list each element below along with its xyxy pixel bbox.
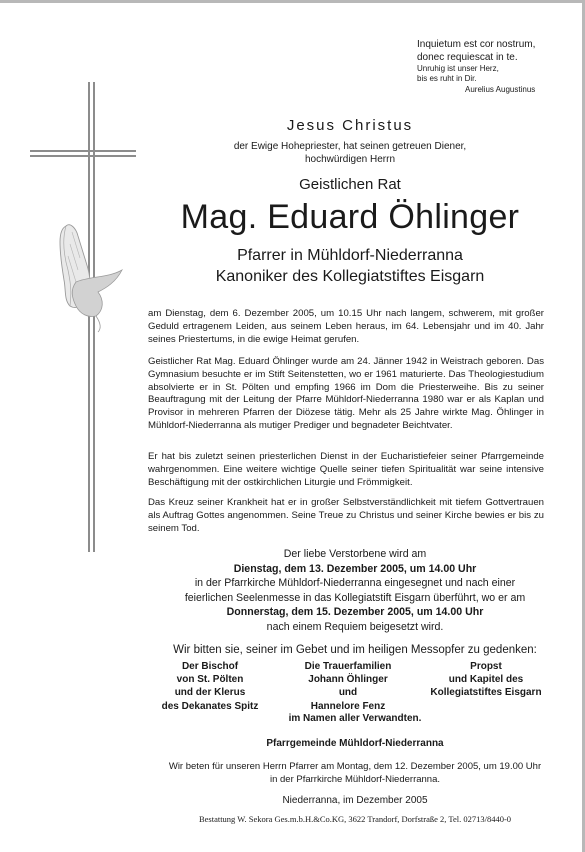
mourner-line: Der Bischof	[181, 661, 239, 672]
deceased-name: Mag. Eduard Öhlinger	[180, 198, 520, 236]
parish-name: Pfarrgemeinde Mühldorf-Niederranna	[266, 738, 444, 749]
funeral-line-3: in der Pfarrkirche Mühldorf-Niederranna eingesegnet und nach einer	[194, 577, 516, 590]
mourner-line: und Kapitel des	[448, 674, 524, 686]
funeral-intro: Der liebe Verstorbene wird am	[283, 548, 427, 560]
funeral-line-6: nach einem Requiem beigesetzt wird.	[266, 621, 444, 634]
mourner-line: Kollegiatstiftes Eisgarn	[430, 687, 542, 699]
mourner-line: Johann Öhlinger	[308, 674, 388, 686]
mourner-line: und der Klerus	[174, 687, 246, 699]
death-paragraph: am Dienstag, dem 6. Dezember 2005, um 10.15 Uhr nach langem, schwerem, mit großer Geduld ertragenem Leiden, aus seinem Leben heraus, im 64. Lebensjahr und im 40. Jahr seines Priestertums, in die ewige Heimat gerufen.	[148, 308, 544, 345]
deceased-roles	[130, 246, 570, 288]
cross-with-hands-illustration	[0, 0, 140, 560]
epigraph-latin-line-1: Inquietum est cor nostrum,	[417, 39, 536, 50]
clerical-rank: Geistlichen Rat	[299, 176, 401, 193]
funeral-line-4: feierlichen Seelenmesse in das Kollegiatstift Eisgarn überführt, wo er am	[184, 591, 526, 604]
epigraph	[417, 38, 579, 95]
mourners-chapter	[411, 660, 561, 700]
prayer-request: Wir bitten sie, seiner im Gebet und im heiligen Messopfer zu gedenken:	[173, 644, 537, 656]
epigraph-german-line-2: bis es ruht in Dir.	[417, 74, 477, 84]
mourner-line: von St. Pölten	[176, 674, 244, 686]
epigraph-author: Aurelius Augustinus	[465, 84, 536, 94]
place-and-date: Niederranna, im Dezember 2005	[282, 795, 428, 806]
funeral-date-1: Dienstag, dem 13. Dezember 2005, um 14.00 Uhr	[233, 562, 477, 575]
mourner-line: Hannelore Fenz	[310, 700, 386, 712]
cross-icon	[30, 82, 136, 552]
epigraph-german-line-1: Unruhig ist unser Herz,	[417, 64, 499, 73]
biography-paragraph: Geistlicher Rat Mag. Eduard Öhlinger wurde am 24. Jänner 1942 in Weistrach geboren. Das Gymnasium besuchte er im Stift Seitenstetten, wo er 1961 maturierte. Das Theologiestudium absolvierte er in St. Pölten und empfing 1966 im Dom die Priesterweihe. Bis zu seiner Beauftragung mit der Leitung der Pfarre Mühldorf-Niederranna 1980 war er als Kaplan und Provisor in mehreren Pfarren der Diözese tätig. Mehr als 25 Jahre wirkte Mag. Öhlinger in Mühldorf-Niederranna als mutiger Prediger und begnadeter Beichtvater.	[148, 356, 544, 431]
mourner-line: Propst	[470, 661, 502, 672]
on-behalf-of-relatives: im Namen aller Verwandten.	[288, 713, 422, 724]
subheading-line-1: der Ewige Hohepriester, hat seinen getreuen Diener,	[233, 141, 467, 152]
prayer-service	[150, 761, 560, 787]
mourner-line: des Dekanates Spitz	[161, 700, 259, 712]
faith-paragraph: Das Kreuz seiner Krankheit hat er in großer Selbstverständlichkeit mit tiefem Gottvertrauen als Auftrag Gottes angenommen. Seine Treue zu Christus und seiner Kirche bewies er bis zu seinem Tod.	[148, 497, 544, 534]
printer-imprint: Bestattung W. Sekora Ges.m.b.H.&Co.KG, 3622 Trandorf, Dorfstraße 2, Tel. 02713/8440-0	[198, 814, 512, 824]
epigraph-latin-line-2: donec requiescat in te.	[417, 52, 518, 63]
funeral-announcement	[130, 547, 580, 635]
ministry-paragraph: Er hat bis zuletzt seinen priesterlichen Dienst in der Eucharistiefeier seiner Pfarrgemeinde wahrgenommen. Eine weitere wichtige Quelle seiner tiefen Spiritualität war seine intensive Beschäftigung mit der ostkirchlichen Liturgie und Frömmigkeit.	[148, 451, 544, 488]
role-line-1: Pfarrer in Mühldorf-Niederranna	[237, 247, 463, 264]
mourner-line: Die Trauerfamilien	[304, 661, 392, 672]
service-line-2: in der Pfarrkirche Mühldorf-Niederranna.	[269, 773, 441, 785]
funeral-date-2: Donnerstag, dem 15. Dezember 2005, um 14.00 Uhr	[226, 606, 484, 619]
role-line-2: Kanoniker des Kollegiatstiftes Eisgarn	[215, 267, 485, 285]
mourners-clergy	[135, 660, 285, 713]
announcement-subheading	[130, 140, 570, 166]
mourner-line: und	[338, 687, 358, 699]
mourners-family	[273, 660, 423, 713]
jesus-christus-heading: Jesus Christus	[286, 117, 414, 134]
subheading-line-2: hochwürdigen Herrn	[304, 154, 396, 165]
service-line-1: Wir beten für unseren Herrn Pfarrer am Montag, dem 12. Dezember 2005, um 19.00 Uhr	[168, 761, 542, 772]
